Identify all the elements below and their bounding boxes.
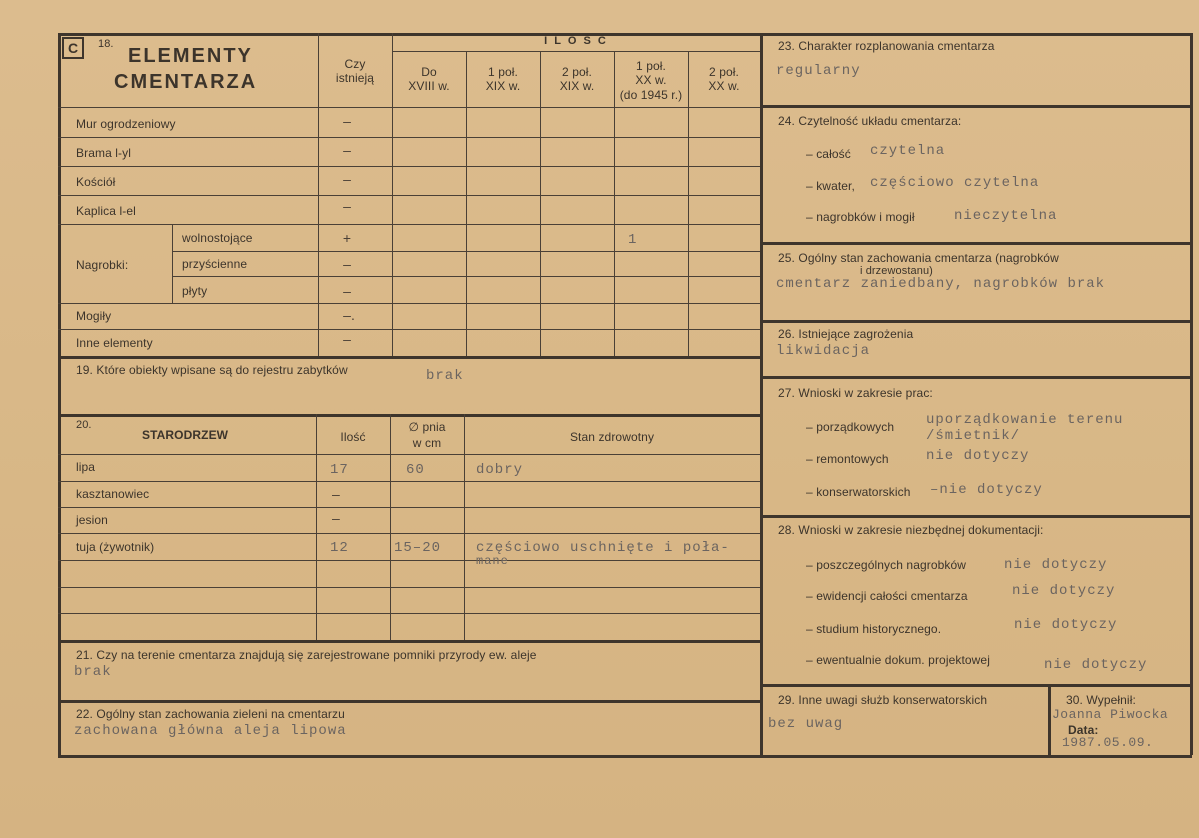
czy-label-1: Czy	[344, 57, 366, 71]
grid-v	[1048, 684, 1051, 755]
row-label-inne: Inne elementy	[76, 336, 153, 350]
frame-right	[1190, 33, 1193, 755]
s27-item-3-value: –nie dotyczy	[930, 482, 1043, 498]
tree-qty-jesion: –	[332, 510, 340, 526]
exists-plyty: –	[343, 283, 351, 299]
grid-h	[58, 356, 760, 359]
s30-label: 30. Wypełnił:	[1066, 693, 1136, 707]
s21-label: 21. Czy na terenie cmentarza znajdują się zarejestrowane pomniki przyrody ew. aleje	[76, 648, 537, 662]
exists-mogily: –.	[343, 307, 355, 323]
grid-h	[58, 700, 760, 703]
period-4-l3: (do 1945 r.)	[619, 88, 683, 102]
row-label-kaplica: Kaplica l-el	[76, 204, 136, 218]
row-label-brama: Brama l-yl	[76, 146, 132, 160]
row-label-mogily: Mogiły	[76, 309, 112, 323]
period-2-l2: XIX w.	[485, 79, 521, 93]
section-letter-box: C	[62, 37, 84, 59]
grid-v	[172, 224, 173, 303]
s20-title: STARODRZEW	[142, 428, 229, 442]
row-label-kosciol: Kościół	[76, 175, 116, 189]
s28-item-1-label: – poszczególnych nagrobków	[806, 558, 967, 572]
s28-item-4-value: nie dotyczy	[1044, 657, 1148, 673]
s27-label: 27. Wnioski w zakresie prac:	[778, 386, 933, 400]
s20-col-stan: Stan zdrowotny	[569, 430, 655, 444]
s28-item-1-value: nie dotyczy	[1004, 557, 1108, 573]
frame-bottom	[58, 755, 1192, 758]
grid-h	[760, 320, 1192, 323]
s27-item-1-label: – porządkowych	[806, 420, 895, 434]
period-1-l2: XVIII w.	[408, 79, 450, 93]
grid-h	[58, 195, 760, 196]
grid-h	[58, 414, 760, 417]
s27-item-2-value: nie dotyczy	[926, 448, 1030, 464]
grid-v	[316, 414, 317, 640]
grid-h	[58, 481, 760, 482]
tree-qty-tuja: 12	[330, 540, 349, 556]
tree-name-kasztanowiec: kasztanowiec	[76, 487, 150, 501]
grid-h	[58, 329, 760, 330]
s27-item-2-label: – remontowych	[806, 452, 889, 466]
grid-h	[172, 276, 760, 277]
row-label-przyscienne: przyścienne	[182, 257, 248, 271]
grid-v	[466, 51, 467, 357]
s24-item-3-label: – nagrobków i mogił	[806, 210, 915, 224]
s24-item-3-value: nieczytelna	[954, 208, 1058, 224]
s28-item-4-label: – ewentualnie dokum. projektowej	[806, 653, 990, 667]
period-1-l1: Do	[421, 65, 437, 79]
s19-label: 19. Które obiekty wpisane są do rejestru zabytków	[76, 363, 348, 377]
s25-label-2: i drzewostanu)	[860, 265, 933, 277]
s28-item-2-label: – ewidencji całości cmentarza	[806, 589, 968, 603]
exists-inne: –	[343, 331, 351, 347]
row-label-nagrobki: Nagrobki:	[76, 258, 129, 272]
s28-item-3-value: nie dotyczy	[1014, 617, 1118, 633]
tree-state-lipa: dobry	[476, 462, 524, 478]
grid-h	[58, 613, 760, 614]
period-4-l2: XX w.	[635, 73, 667, 87]
grid-v	[688, 51, 689, 357]
exists-kosciol: –	[343, 171, 351, 187]
row-label-wolnostojace: wolnostojące	[182, 231, 253, 245]
s29-label: 29. Inne uwagi służb konserwatorskich	[778, 693, 988, 707]
grid-h	[392, 51, 760, 52]
s24-item-1-label: – całość	[806, 147, 851, 161]
column-divider	[760, 33, 763, 755]
s28-item-3-label: – studium historycznego.	[806, 622, 942, 636]
row-label-plyty: płyty	[182, 284, 208, 298]
tree-name-tuja: tuja (żywotnik)	[76, 540, 155, 554]
tree-state-tuja-cont: mane	[476, 554, 509, 568]
grid-h	[760, 105, 1192, 108]
s19-value: brak	[426, 368, 464, 384]
grid-v	[540, 51, 541, 357]
s27-item-1-value: uporządkowanie terenu	[926, 412, 1124, 428]
grid-h	[58, 640, 760, 643]
s20-col-pien-1: ∅ pnia	[408, 420, 446, 434]
grid-h	[58, 533, 760, 534]
count-wolnostojace: 1	[628, 232, 638, 248]
s20-col-ilosc: Ilość	[340, 430, 366, 444]
period-4-l1: 1 poł.	[636, 59, 666, 73]
s27-item-3-label: – konserwatorskich	[806, 485, 911, 499]
s24-label: 24. Czytelność układu cmentarza:	[778, 114, 962, 128]
grid-v	[464, 414, 465, 640]
row-label-mur: Mur ogrodzeniowy	[76, 117, 176, 131]
frame-left	[58, 33, 61, 755]
grid-h	[760, 684, 1192, 687]
grid-h	[58, 507, 760, 508]
exists-wolnostojace: +	[342, 230, 352, 246]
tree-state-tuja: częściowo uschnięte i poła-	[476, 540, 730, 556]
grid-h	[760, 376, 1192, 379]
grid-h	[760, 515, 1192, 518]
s23-value: regularny	[776, 63, 861, 79]
period-3-l2: XIX w.	[559, 79, 595, 93]
period-5-l2: XX w.	[708, 79, 740, 93]
s23-label: 23. Charakter rozplanowania cmentarza	[778, 39, 995, 53]
s21-value: brak	[74, 664, 112, 680]
s30-date: 1987.05.09.	[1062, 735, 1154, 750]
s18-number: 18.	[98, 38, 114, 50]
tree-diam-lipa: 60	[406, 462, 425, 478]
s26-value: likwidacja	[776, 343, 871, 359]
s18-title-line2: CMENTARZA	[114, 71, 258, 93]
tree-name-lipa: lipa	[76, 460, 96, 474]
s24-item-2-value: częściowo czytelna	[870, 175, 1040, 191]
s30-name: Joanna Piwocka	[1052, 707, 1169, 722]
s24-item-1-value: czytelna	[870, 143, 946, 159]
grid-h	[58, 224, 760, 225]
czy-label-2: istnieją	[335, 71, 375, 85]
tree-name-jesion: jesion	[76, 513, 108, 527]
exists-kaplica: –	[343, 198, 351, 214]
grid-h	[172, 251, 760, 252]
s29-value: bez uwag	[768, 716, 844, 732]
s25-value: cmentarz zaniedbany, nagrobków brak	[776, 276, 1106, 292]
exists-mur: –	[343, 113, 351, 129]
s22-value: zachowana główna aleja lipowa	[74, 723, 347, 739]
s18-title-line1: ELEMENTY	[128, 45, 253, 67]
s26-label: 26. Istniejące zagrożenia	[778, 327, 914, 341]
s25-label-1: 25. Ogólny stan zachowania cmentarza (nagrobków	[778, 251, 1059, 265]
grid-h	[58, 560, 760, 561]
tree-qty-kasztanowiec: –	[332, 486, 340, 502]
s22-label: 22. Ogólny stan zachowania zieleni na cmentarzu	[76, 707, 345, 721]
tree-diam-tuja: 15–20	[394, 540, 442, 556]
tree-qty-lipa: 17	[330, 462, 349, 478]
period-2-l1: 1 poł.	[488, 65, 518, 79]
grid-h	[58, 166, 760, 167]
period-3-l1: 2 poł.	[562, 65, 592, 79]
grid-h	[58, 303, 760, 304]
s24-item-2-label: – kwater,	[806, 179, 855, 193]
exists-przyscienne: –	[343, 256, 351, 272]
s27-item-1-value-2: /śmietnik/	[926, 428, 1021, 444]
s28-label: 28. Wnioski w zakresie niezbędnej dokumentacji:	[778, 523, 1044, 537]
grid-h	[58, 137, 760, 138]
s30-data-label: Data:	[1068, 723, 1099, 737]
ilosc-header: I L O Ś C	[544, 35, 608, 47]
period-5-l1: 2 poł.	[709, 65, 739, 79]
grid-h	[58, 107, 760, 108]
grid-h	[760, 242, 1192, 245]
grid-h	[58, 587, 760, 588]
grid-h	[58, 454, 760, 455]
s20-number: 20.	[76, 419, 92, 431]
exists-brama: –	[343, 142, 351, 158]
s28-item-2-value: nie dotyczy	[1012, 583, 1116, 599]
s20-col-pien-2: w cm	[412, 436, 442, 450]
